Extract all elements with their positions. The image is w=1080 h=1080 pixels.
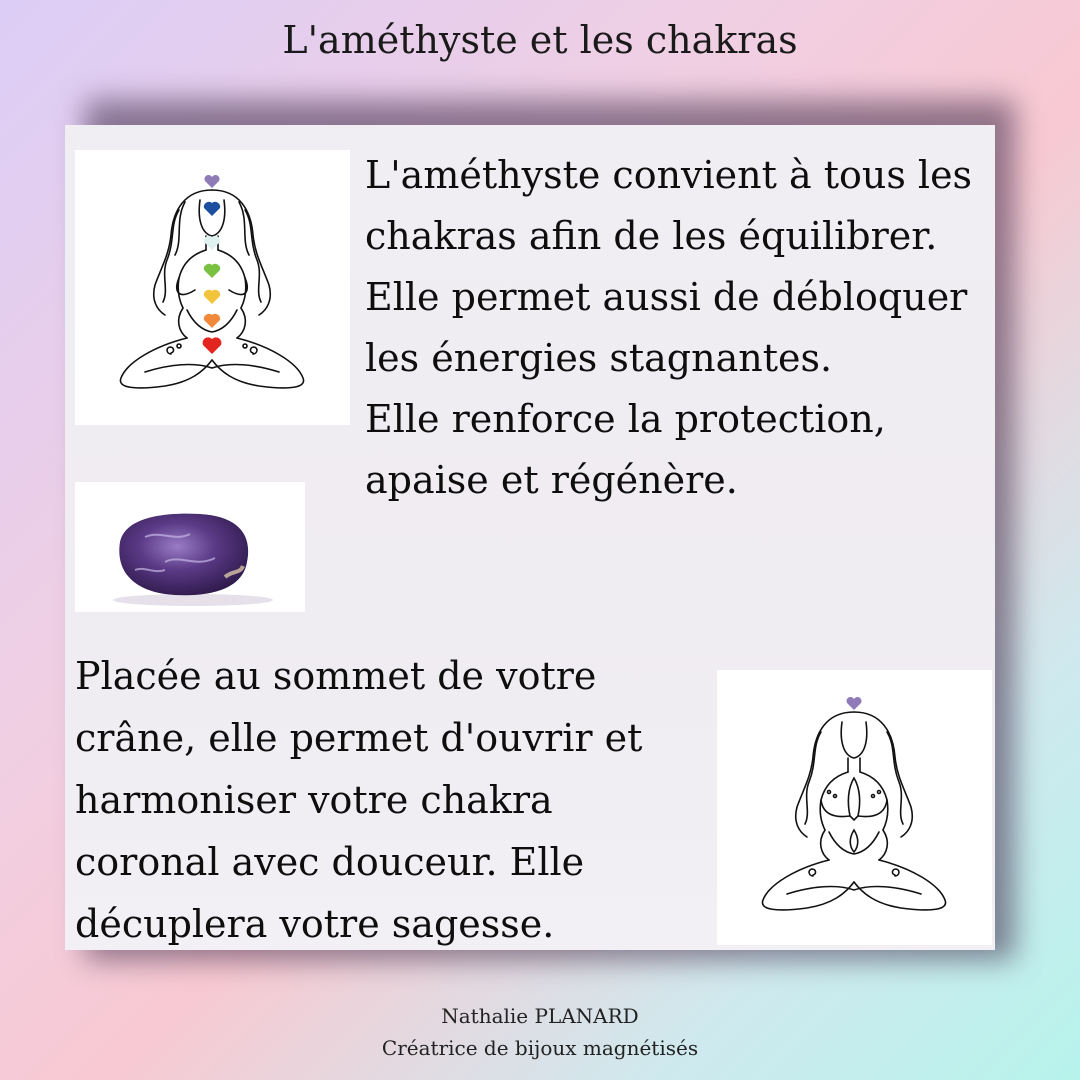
content-card (65, 125, 995, 950)
paragraph-line: apaise et régénère. (365, 458, 738, 502)
paragraph-line: décuplera votre sagesse. (75, 902, 555, 946)
page-title: L'améthyste et les chakras (282, 18, 798, 62)
paragraph-benefits (365, 145, 995, 511)
paragraph-line: Placée au sommet de votre (75, 654, 597, 698)
paragraph-line: Elle permet aussi de débloquer (365, 275, 968, 319)
paragraph-line: harmoniser votre chakra (75, 778, 553, 822)
author-subtitle: Créatrice de bijoux magnétisés (381, 1036, 699, 1060)
footer (0, 1000, 1080, 1064)
meditating-woman-crown-icon (717, 670, 992, 945)
paragraph-crown (75, 645, 695, 955)
paragraph-line: crâne, elle permet d'ouvrir et (75, 716, 643, 760)
paragraph-line: Elle renforce la protection, (365, 397, 886, 441)
paragraph-line: les énergies stagnantes. (365, 336, 833, 380)
paragraph-line: chakras afin de les équilibrer. (365, 214, 938, 258)
amethyst-stone-icon (75, 482, 305, 612)
meditating-woman-chakras-icon (75, 150, 350, 425)
author-name: Nathalie PLANARD (441, 1004, 639, 1028)
paragraph-line: coronal avec douceur. Elle (75, 840, 585, 884)
paragraph-line: L'améthyste convient à tous les (365, 153, 973, 197)
